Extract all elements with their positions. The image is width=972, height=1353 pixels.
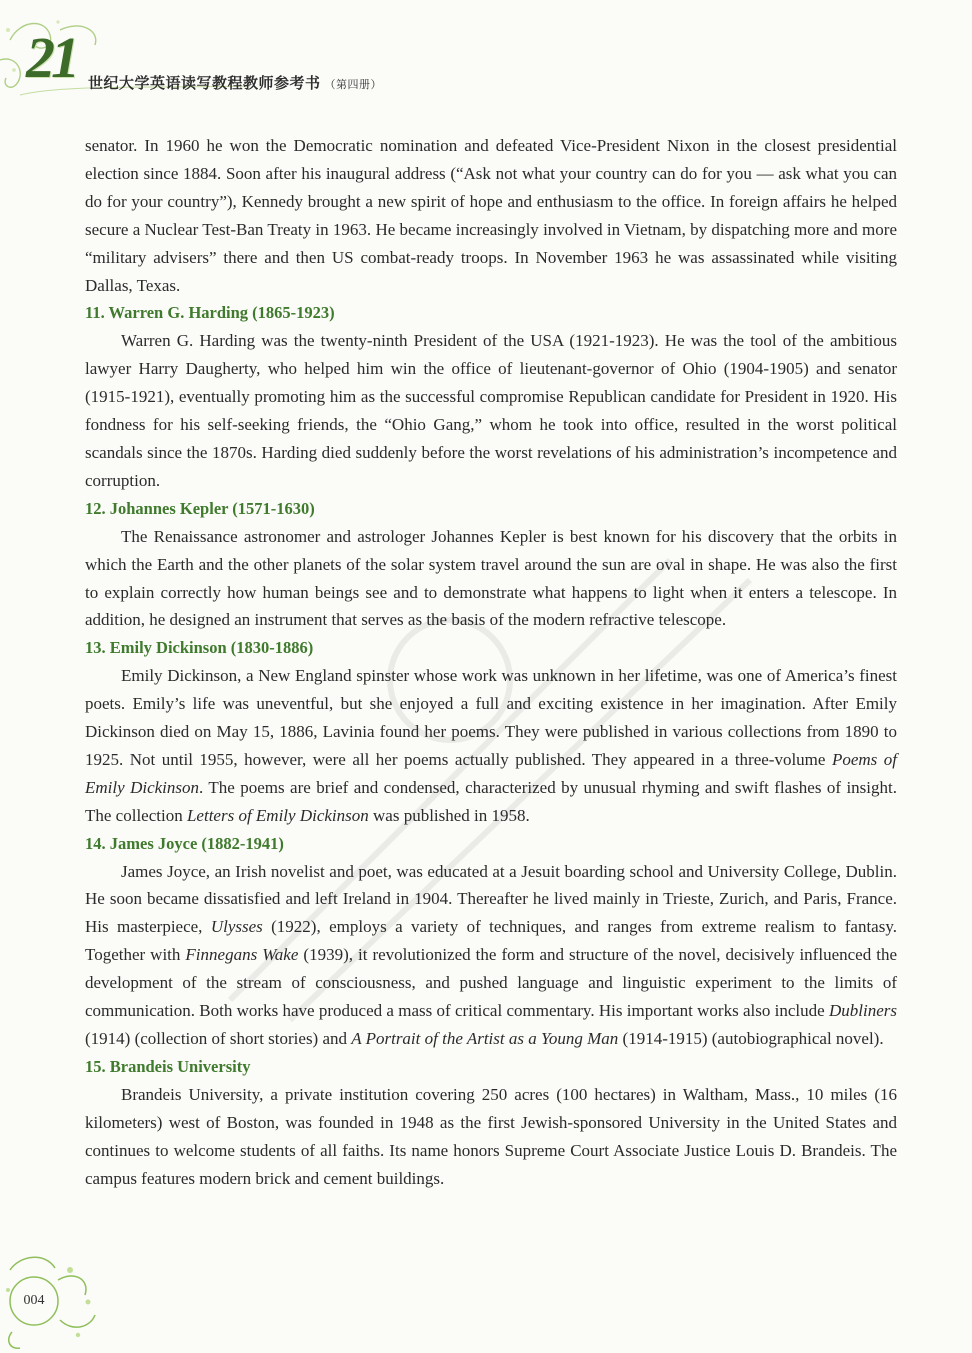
text-segment: (1922), employs a variety of techniques, and ranges from extreme realism to fantasy. Together with bbox=[85, 917, 897, 965]
book-title-text: 世纪大学英语读写教程教师参考书 bbox=[88, 74, 321, 92]
logo-number: 21 bbox=[26, 25, 76, 90]
entry-text-joyce bbox=[85, 858, 897, 1053]
entry-heading-harding: 11. Warren G. Harding (1865-1923) bbox=[85, 303, 335, 323]
page-header bbox=[0, 0, 972, 110]
text-segment: (1939), it revolutionized the form and structure of the novel, decisively influenced the development of the stream of consciousness, and pushed language and linguistic experiment to the limits of communication. Both works have produced a mass of critical commentary. His important works also include bbox=[85, 945, 897, 1021]
intro-paragraph: senator. In 1960 he won the Democratic nomination and defeated Vice-President Nixon in the closest presidential election since 1884. Soon after his inaugural address (“Ask not what your country can do for you — ask what you can do for your country”), Kennedy brought a new spirit of hope and enthusiasm to the office. In foreign affairs he helped secure a Nuclear Test-Ban Treaty in 1963. He became increasingly involved in Vietnam, by dispatching more and more “military advisers” there and then US combat-ready troops. In November 1963 he was assassinated while visiting Dallas, Texas. bbox=[85, 136, 897, 295]
text-segment: (1914) (collection of short stories) and bbox=[85, 1029, 352, 1048]
book-title bbox=[88, 72, 382, 93]
book-title-letters: Letters of Emily Dickinson bbox=[186, 805, 369, 825]
book-title-portrait: A Portrait of the Artist as a Young Man bbox=[351, 1029, 619, 1048]
page-footer bbox=[0, 1240, 110, 1353]
book-title-poems: Poems of Emily Dickinson bbox=[85, 749, 898, 797]
entry-heading-kepler: 12. Johannes Kepler (1571-1630) bbox=[85, 498, 315, 518]
book-volume: （第四册） bbox=[324, 78, 383, 91]
book-title-finnegans-wake: Finnegans Wake bbox=[185, 945, 299, 965]
entry-text-dickinson bbox=[85, 662, 897, 829]
text-segment: . The poems are brief and condensed, characterized by unusual rhyming and swift flashes of insight. The collection bbox=[85, 777, 897, 825]
text-segment: was published in 1958. bbox=[368, 805, 530, 825]
entry-heading-joyce: 14. James Joyce (1882-1941) bbox=[85, 833, 284, 853]
entry-heading-dickinson: 13. Emily Dickinson (1830-1886) bbox=[85, 638, 314, 658]
entry-text-harding: Warren G. Harding was the twenty-ninth President of the USA (1921-1923). He was the tool of the ambitious lawyer Harry Daugherty, who helped him win the office of lieutenant-governor of Ohio (1904-1905) and senator (1915-1921), eventually promoting him as the successful compromise Republican candidate for President in 1920. His fondness for his self-seeking friends, the “Ohio Gang,” whom he took into office, resulted in the worst political scandals since the 1870s. Harding died suddenly before the worst revelations of his administration’s incompetence and corruption. bbox=[85, 331, 897, 490]
text-segment: James Joyce, an Irish novelist and poet, was educated at a Jesuit boarding school and University College, Dublin. He soon became dissatisfied and left Ireland in 1904. Thereafter he lived mainly in Trieste, Zurich, and Paris, France. His masterpiece, bbox=[85, 861, 897, 937]
book-title-ulysses: Ulysses bbox=[210, 917, 263, 937]
page-number: 004 bbox=[23, 1293, 45, 1308]
entry-heading-brandeis: 15. Brandeis University bbox=[85, 1056, 251, 1076]
entry-text-kepler: The Renaissance astronomer and astrologer Johannes Kepler is best known for his discovery that the orbits in which the Earth and the other planets of the solar system travel around the sun are oval in shape. He was also the first to explain correctly how human beings see and to demonstrate what happens to light when it enters a telescope. In addition, he designed an instrument that serves as the basis of the modern refractive telescope. bbox=[85, 526, 897, 630]
book-title-dubliners: Dubliners bbox=[829, 1001, 897, 1021]
text-segment: (1914-1915) (autobiographical novel). bbox=[618, 1029, 884, 1048]
text-segment: Emily Dickinson, a New England spinster whose work was unknown in her lifetime, was one of America’s finest poets. Emily’s life was uneventful, but she enjoyed a full and exciting existence in her imagination. After Emily Dickinson died on May 15, 1886, Lavinia found her poems. They were published in various collections from 1890 to 1925. Not until 1955, however, were all her poems actually published. They appeared in a three-volume bbox=[85, 666, 897, 769]
main-content bbox=[85, 132, 897, 1192]
entry-text-brandeis: Brandeis University, a private institution covering 250 acres (100 hectares) in Waltham, Mass., 10 miles (16 kilometers) west of Boston, was founded in 1948 as the first Jewish-sponsored University in the United States and continues to welcome students of all faiths. Its name honors Supreme Court Associate Justice Louis D. Brandeis. The campus features modern brick and cement buildings. bbox=[85, 1084, 897, 1188]
